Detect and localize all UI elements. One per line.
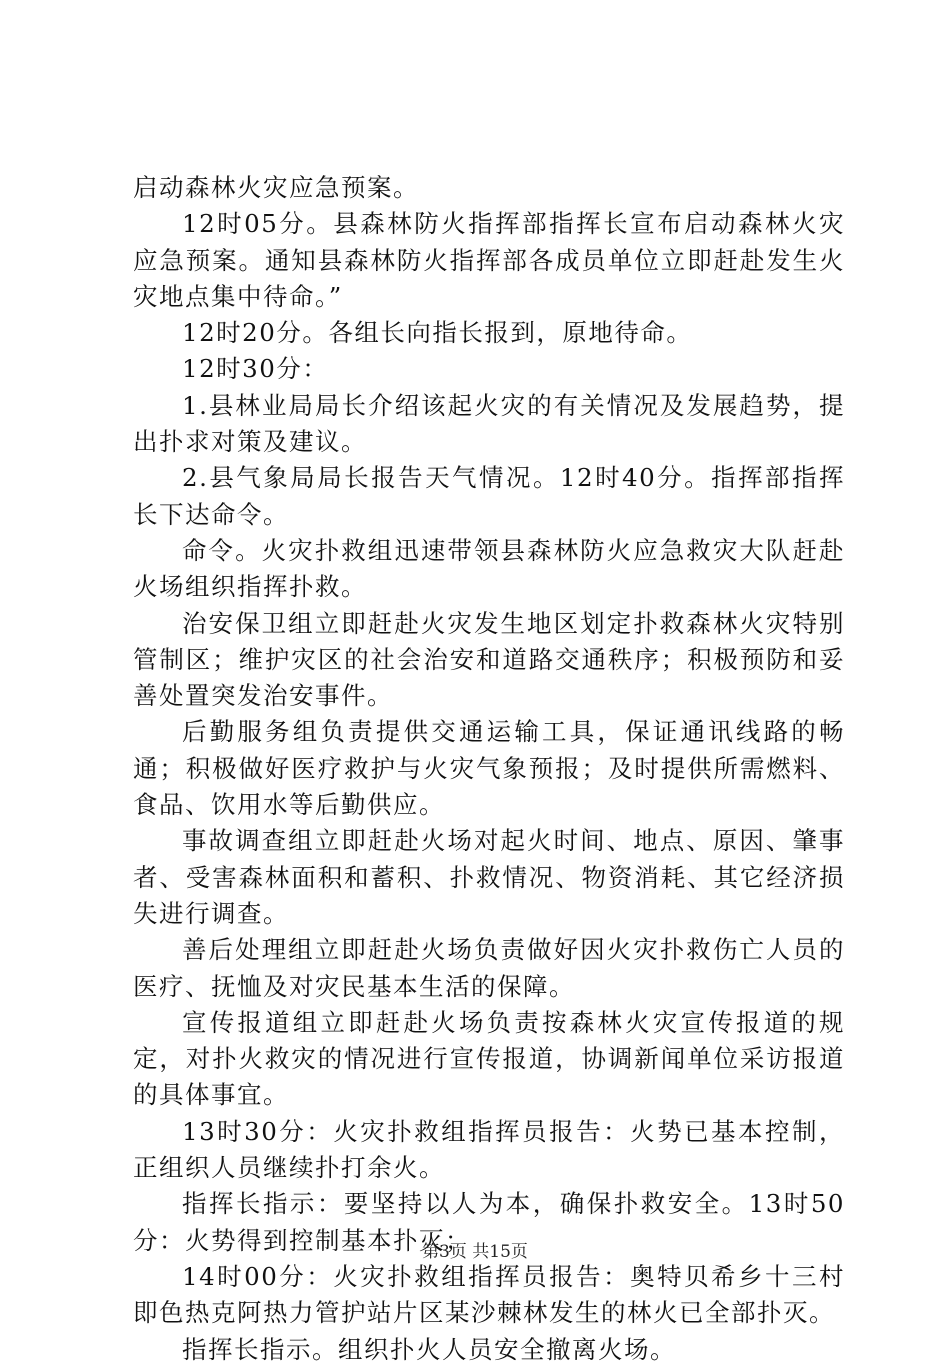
document-body xyxy=(133,170,845,1368)
paragraph: 14时00分：火灾扑救组指挥员报告：奥特贝希乡十三村即色热克阿热力管护站片区某沙棘林发生的林火已全部扑灭。 xyxy=(133,1261,845,1328)
paragraph: 善后处理组立即赶赴火场负责做好因火灾扑救伤亡人员的医疗、抚恤及对灾民基本生活的保障。 xyxy=(133,935,845,1001)
paragraph: 启动森林火灾应急预案。 xyxy=(133,173,419,202)
paragraph: 后勤服务组负责提供交通运输工具，保证通讯线路的畅通；积极做好医疗救护与火灾气象预报；及时提供所需燃料、食品、饮用水等后勤供应。 xyxy=(133,717,845,820)
paragraph: 12时20分。各组长向指长报到，原地待命。 xyxy=(182,318,693,348)
paragraph: 2.县气象局局长报告天气情况。12时40分。指挥部指挥长下达命令。 xyxy=(133,463,845,529)
paragraph: 指挥长指示：要坚持以人为本，确保扑救安全。13时50分：火势得到控制基本扑灭； xyxy=(133,1189,845,1255)
paragraph: 12时05分。县森林防火指挥部指挥长宣布启动森林火灾应急预案。通知县森林防火指挥部各成员单位立即赶赴发生火灾地点集中待命。” xyxy=(133,209,845,311)
paragraph: 事故调查组立即赶赴火场对起火时间、地点、原因、肇事者、受害森林面积和蓄积、扑救情况、物资消耗、其它经济损失进行调查。 xyxy=(133,826,845,928)
paragraph: 治安保卫组立即赶赴火灾发生地区划定扑救森林火灾特别管制区；维护灾区的社会治安和道路交通秩序；积极预防和妥善处置突发治安事件。 xyxy=(133,608,845,711)
paragraph: 13时30分：火灾扑救组指挥员报告：火势已基本控制，正组织人员继续扑打余火。 xyxy=(133,1116,845,1183)
paragraph: 指挥长指示。组织扑火人员安全撤离火场。 xyxy=(182,1334,676,1364)
paragraph: 命令。火灾扑救组迅速带领县森林防火应急救灾大队赶赴火场组织指挥扑救。 xyxy=(133,535,845,602)
paragraph: 1.县林业局局长介绍该起火灾的有关情况及发展趋势，提出扑求对策及建议。 xyxy=(133,390,845,457)
page-number-footer: 第3页 共15页 xyxy=(422,1242,528,1262)
paragraph: 宣传报道组立即赶赴火场负责按森林火灾宣传报道的规定，对扑火救灾的情况进行宣传报道，协调新闻单位采访报道的具体事宜。 xyxy=(133,1007,845,1110)
paragraph: 12时30分： xyxy=(182,354,329,384)
